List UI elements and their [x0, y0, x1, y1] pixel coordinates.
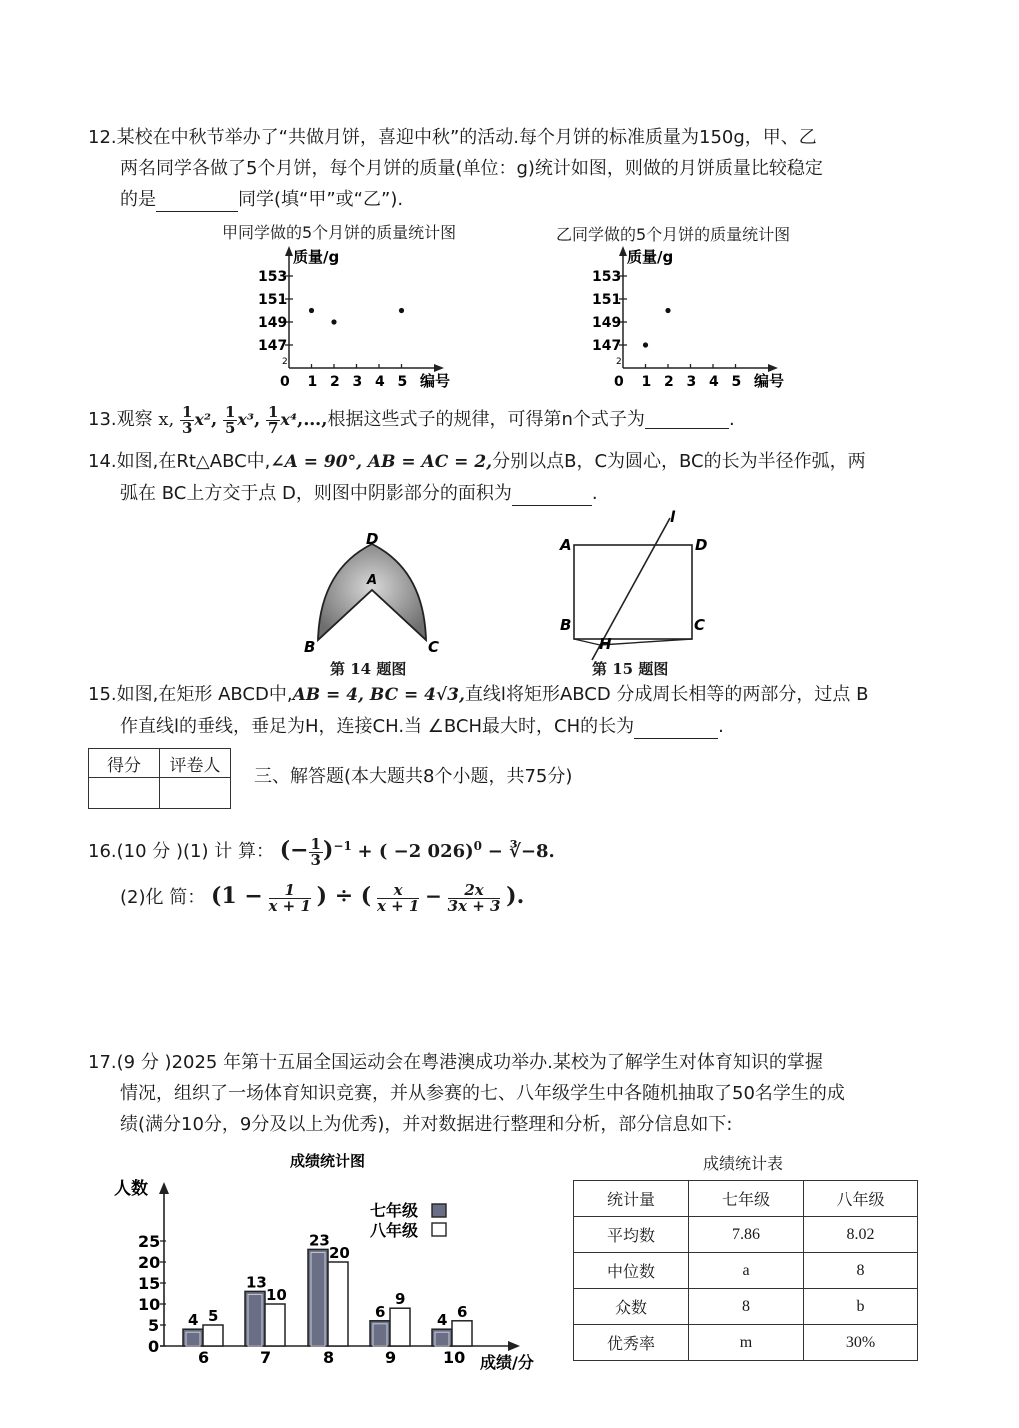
q12-line3	[120, 188, 403, 212]
q15-line2	[120, 715, 724, 739]
stats-row-label: 优秀率	[574, 1325, 689, 1361]
bar-grade8	[203, 1325, 223, 1346]
q16-part2-label: (2)化 简：	[120, 887, 206, 908]
fig15-rectangle	[574, 545, 692, 639]
q15-line1a: 15.如图,在矩形 ABCD中,	[88, 684, 293, 705]
yi-ytick-label: 153	[592, 269, 622, 285]
fig15-label-a: A	[560, 536, 572, 554]
q16-p1-exp0: 0	[473, 839, 483, 853]
jia-ytick-label: 153	[258, 269, 288, 285]
jia-ylabel: 质量/g	[293, 248, 340, 266]
yi-point	[643, 342, 648, 347]
bar-ytick-label: 10	[138, 1295, 161, 1314]
yi-xtick-label: 1	[641, 374, 652, 390]
bar-grade8-value: 5	[208, 1307, 219, 1325]
q14-line1b: 分别以点B，C为圆心，BC的长为半径作弧，两	[492, 451, 866, 472]
q16-part1-label: 16.(10 分 )(1) 计 算：	[88, 841, 274, 862]
jia-xlabel: 编号	[420, 372, 451, 390]
jia-point	[309, 308, 314, 313]
q13-pow1: x²	[194, 410, 211, 429]
stats-row	[574, 1217, 918, 1253]
q14-line2-text: 弧在 BC上方交于点 D，则图中阴影部分的面积为	[120, 483, 512, 504]
bar-category-label: 10	[443, 1348, 466, 1367]
score-box-score-cell[interactable]	[89, 778, 160, 809]
fig15-label-l: l	[670, 508, 676, 526]
stats-value-cell: 7.86	[689, 1217, 804, 1253]
q13-frac2-num: 1	[224, 402, 236, 421]
bar-ytick-label: 5	[148, 1316, 160, 1335]
jia-xtick-label: 3	[352, 374, 363, 390]
stats-row	[574, 1253, 918, 1289]
q16-p2-frac3	[447, 880, 501, 915]
q13-prefix: 13.观察	[88, 409, 153, 430]
yi-xtick-label: 3	[686, 374, 697, 390]
yi-point	[665, 308, 670, 313]
bar-ytick-label: 20	[138, 1253, 161, 1272]
fig15-caption: 第 15 题图	[592, 660, 669, 678]
stats-value-cell: a	[689, 1253, 804, 1289]
yi-xtick-label: 4	[709, 374, 719, 390]
figure-15	[552, 510, 722, 660]
bar-grade7-value: 23	[309, 1231, 330, 1250]
bar-grade7-value: 4	[437, 1311, 448, 1330]
stats-table	[573, 1180, 918, 1361]
q13-frac1-den: 3	[181, 418, 193, 437]
q15-end: .	[718, 716, 724, 737]
stats-row-label: 平均数	[574, 1217, 689, 1253]
fig14-label-a: A	[367, 573, 378, 588]
stats-row-label: 众数	[574, 1289, 689, 1325]
figure-14	[300, 528, 450, 656]
q16-p2-f2-den: x + 1	[376, 896, 420, 915]
score-box-grader-cell[interactable]	[160, 778, 231, 809]
yi-x-arrow	[768, 364, 778, 372]
q15-line1b: 直线l将矩形ABCD 分成周长相等的两部分，过点 B	[464, 684, 869, 705]
jia-origin: 0	[280, 374, 290, 390]
bar-grade8-value: 10	[266, 1286, 287, 1304]
bar-grade8-value: 20	[329, 1244, 350, 1262]
q13-answer-blank[interactable]	[645, 412, 729, 429]
jia-xtick-label: 5	[397, 374, 408, 390]
q14-cond: ∠A = 90°, AB = AC = 2,	[270, 452, 493, 472]
yi-ybase: 2	[616, 357, 622, 367]
yi-ytick-label: 149	[592, 315, 622, 331]
q12-line1: 12.某校在中秋节举办了“共做月饼，喜迎中秋”的活动.每个月饼的标准质量为150g，甲、乙	[88, 127, 817, 148]
fig14-label-d: D	[366, 530, 379, 548]
q13-ellipsis: ,…,	[296, 409, 328, 430]
q16-p2-f3-num: 2x	[448, 883, 501, 899]
legend-label-grade8: 八年级	[370, 1221, 419, 1240]
bar-ytick-label: 0	[148, 1337, 160, 1356]
bar-grade8-value: 9	[395, 1290, 406, 1309]
section3-heading: 三、解答题(本大题共8个小题，共75分)	[254, 766, 573, 787]
q13-frac3	[266, 402, 280, 437]
q13-x: x,	[158, 409, 175, 430]
q12-line3b: 同学(填“甲”或“乙”).	[238, 189, 404, 210]
jia-xtick-label: 1	[307, 374, 318, 390]
stats-value-cell: 30%	[804, 1325, 918, 1361]
stats-value-cell: 8	[689, 1289, 804, 1325]
legend-swatch-grade7	[432, 1204, 446, 1217]
q17-line1: 17.(9 分 )2025 年第十五届全国运动会在粤港澳成功举办.某校为了解学生对体育知识的掌握	[88, 1052, 823, 1073]
bar-ytick-label: 25	[138, 1232, 161, 1251]
bar-grade8	[265, 1304, 285, 1346]
jia-ytick-label: 151	[258, 292, 288, 308]
q12-line3a: 的是	[120, 189, 156, 210]
fig15-label-h: H	[599, 635, 612, 653]
q16-p2-a: (1 −	[210, 883, 263, 909]
jia-ytick-label: 147	[258, 338, 288, 354]
legend-label-grade7: 七年级	[370, 1201, 419, 1220]
q16-p1-a: (−	[279, 837, 309, 863]
q13-frac3-den: 7	[267, 418, 279, 437]
bar-x-arrow	[508, 1341, 520, 1351]
q16-part2	[120, 874, 524, 918]
score-box	[88, 748, 231, 809]
q16-p2-c: −	[425, 884, 442, 908]
bar-chart-xlabel: 成绩/分	[480, 1353, 534, 1372]
q16-p2-f1-num: 1	[269, 883, 311, 899]
q16-p2-f2-num: x	[377, 883, 419, 899]
q16-p1-den: 3	[310, 850, 321, 869]
fig15-bh	[574, 639, 600, 645]
stats-row	[574, 1325, 918, 1361]
q15-line2-text: 作直线l的垂线，垂足为H，连接CH.当 ∠BCH最大时，CH的长为	[120, 716, 635, 737]
q16-p1-b: )	[322, 837, 334, 863]
q16-p2-frac1	[268, 880, 311, 915]
bar-grade8-value: 6	[457, 1302, 468, 1321]
q16-p1-exp: −1	[333, 839, 352, 853]
bar-category-label: 9	[385, 1348, 397, 1367]
q16-p2-d: ).	[506, 883, 525, 909]
q12-answer-blank[interactable]	[156, 191, 238, 212]
jia-x-arrow	[434, 364, 444, 372]
jia-point	[399, 308, 404, 313]
fig15-label-c: C	[694, 616, 706, 634]
q16-part1	[88, 824, 555, 868]
bar-category-label: 8	[323, 1348, 335, 1367]
q16-p1-d: − ∛−8.	[487, 841, 555, 862]
q15-cond: AB = 4, BC = 4√3,	[292, 685, 465, 705]
stats-value-cell: b	[804, 1289, 918, 1325]
jia-xtick-label: 4	[375, 374, 385, 390]
fig14-label-c: C	[428, 638, 440, 656]
stats-value-cell: 8.02	[804, 1217, 918, 1253]
bar-grade7-value: 13	[246, 1273, 267, 1292]
stats-row	[574, 1289, 918, 1325]
chart-yi-title: 乙同学做的5个月饼的质量统计图	[556, 225, 791, 244]
bar-chart-title: 成绩统计图	[290, 1152, 366, 1170]
bar-chart-ylabel: 人数	[114, 1179, 148, 1199]
bar-category-label: 6	[198, 1348, 210, 1367]
stats-row-label: 中位数	[574, 1253, 689, 1289]
bar-category-label: 7	[260, 1348, 272, 1367]
yi-xtick-label: 5	[731, 374, 742, 390]
bar-grade8	[328, 1262, 348, 1346]
bar-grade8	[390, 1308, 410, 1346]
q17-line2: 情况，组织了一场体育知识竞赛，并从参赛的七、八年级学生中各随机抽取了50名学生的成	[120, 1083, 845, 1104]
q16-p2-b: ) ÷ (	[316, 883, 372, 909]
q16-p2-f1-den: x + 1	[268, 896, 311, 915]
q13-suffix: 根据这些式子的规律，可得第n个式子为	[327, 409, 645, 430]
stats-value-cell: m	[689, 1325, 804, 1361]
fig14-label-b: B	[304, 638, 316, 656]
fig15-ch	[600, 639, 692, 645]
q16-p2-f3-den: 3x + 3	[447, 896, 501, 915]
q13: 13.观察 x, $\frac{1}{3}$ x², $\frac{1}{5}$ x³, $\frac{1}{7}$ x⁴,…,根据这些式子的规律，可得第n个式子为 .	[88, 402, 735, 437]
q13-frac3-num: 1	[267, 402, 279, 421]
stats-header-cell: 统计量	[574, 1181, 689, 1217]
legend-swatch-grade8	[432, 1223, 446, 1236]
q14-line2	[120, 482, 598, 506]
jia-xtick-label: 2	[330, 374, 340, 390]
q16-p1-frac	[309, 834, 323, 869]
q16-p2-frac2	[376, 880, 420, 915]
bar-grade7-value: 6	[375, 1302, 386, 1321]
q13-frac2-den: 5	[224, 418, 236, 437]
score-box-header-score: 得分	[89, 749, 160, 778]
score-bar-chart	[100, 1148, 550, 1380]
yi-ylabel: 质量/g	[627, 248, 674, 266]
yi-y-arrow	[619, 246, 627, 256]
q14-end: .	[591, 483, 598, 504]
stats-header-cell: 七年级	[689, 1181, 804, 1217]
jia-ybase: 2	[282, 357, 288, 367]
yi-origin: 0	[614, 374, 624, 390]
chart-jia-title: 甲同学做的5个月饼的质量统计图	[222, 223, 457, 242]
q14-line1	[88, 450, 866, 474]
jia-y-arrow	[285, 246, 293, 256]
q13-frac1	[180, 402, 194, 437]
yi-ytick-label: 147	[592, 338, 622, 354]
q17-line3: 绩(满分10分，9分及以上为优秀)，并对数据进行整理和分析，部分信息如下:	[120, 1114, 733, 1135]
q15-line1	[88, 683, 869, 707]
stats-header-cell: 八年级	[804, 1181, 918, 1217]
bar-y-arrow	[159, 1182, 169, 1194]
q13-frac2	[223, 402, 237, 437]
yi-xlabel: 编号	[754, 372, 785, 390]
q15-answer-blank[interactable]	[634, 718, 718, 739]
q13-pow3: x⁴	[280, 410, 297, 429]
q12-line2: 两名同学各做了5个月饼，每个月饼的质量(单位：g)统计如图，则做的月饼质量比较稳定	[120, 158, 823, 179]
fig15-label-d: D	[695, 536, 708, 554]
yi-xtick-label: 2	[664, 374, 674, 390]
q14-answer-blank[interactable]	[512, 485, 592, 506]
q14-line1a: 14.如图,在Rt△ABC中,	[88, 451, 271, 472]
q13-end: .	[728, 409, 735, 430]
jia-ytick-label: 149	[258, 315, 288, 331]
bar-ytick-label: 15	[138, 1274, 161, 1293]
yi-ytick-label: 151	[592, 292, 622, 308]
jia-point	[331, 319, 336, 324]
fig15-label-b: B	[560, 616, 572, 634]
q13-pow2: x³	[237, 410, 254, 429]
q16-p1-num: 1	[310, 834, 321, 853]
bar-grade7-value: 4	[188, 1311, 199, 1330]
chart-jia	[258, 240, 470, 390]
stats-value-cell: 8	[804, 1253, 918, 1289]
stats-table-title: 成绩统计表	[703, 1154, 784, 1173]
q16-p1-c: + ( −2 026)	[357, 841, 474, 862]
q13-frac1-num: 1	[181, 402, 193, 421]
score-box-header-grader: 评卷人	[160, 749, 231, 778]
chart-yi	[592, 240, 804, 390]
fig14-caption: 第 14 题图	[330, 660, 407, 678]
bar-grade8	[452, 1321, 472, 1346]
